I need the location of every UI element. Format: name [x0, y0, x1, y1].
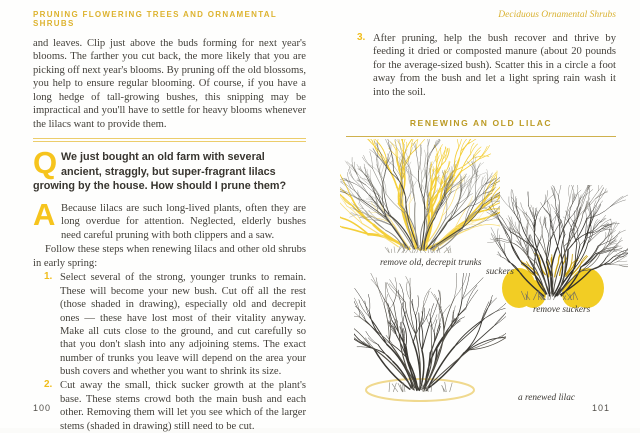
figure-title-rule [346, 113, 616, 137]
page-number-left: 100 [33, 403, 52, 413]
caption-remove-suckers: remove suckers [533, 305, 591, 316]
intro-paragraph: and leaves. Clip just above the buds forming for next year's blooms. The farther you cut back, the more likely that you are picking off next year's blooms. By pruning off the old blossoms, you help to ensure regular blooming. Of course, if you have a long hedge of tall-growing bushes, this snipping may be impractical and you'll have to settle for heavy blooms whenever the lilacs want to provide them. [33, 38, 306, 130]
steps-list-left [33, 271, 306, 433]
question-dropcap: Q [33, 145, 58, 181]
label-suckers: suckers [486, 267, 514, 278]
question-text: We just bought an old farm with several ancient, straggly, but super-fragrant lilacs growing by the house. How should I prune them? [33, 151, 287, 193]
answer-dropcap: A [33, 196, 56, 232]
section-divider [33, 138, 306, 142]
step-2 [33, 379, 306, 433]
step-2-text: Cut away the small, thick sucker growth at the plant's base. These stems crowd both the main bush and each other. Removing them will let you see which of the larger stems (shaded in drawing) still need to be cut. [60, 380, 306, 432]
old-lilac-illustration [340, 139, 500, 261]
steps-list-right [346, 32, 616, 99]
renewed-lilac-illustration [354, 273, 506, 405]
step-1-text: Select several of the strong, younger trunks to remain. These will become your new bush. Cut off all the rest (those shaded in drawing), especially old and decrepit ones — these have lost most of their vitality anyway. Make all cuts close to the ground, and cut carefully so that you don't slash into any adjoining stems. The exact number of trunks you leave will depend on the area your bush covers and whether you want to shrink its size. [60, 272, 306, 378]
step-3-text: After pruning, help the bush recover and thrive by feeding it dried or composted manure (about 20 pounds for the average-sized bush). Scatter this in a circle a foot away from the bush and let a light spring rain wash it into the soil. [373, 33, 616, 98]
answer-follow-paragraph: Follow these steps when renewing lilacs and other old shrubs in early spring: [33, 244, 306, 269]
page-right [320, 0, 640, 428]
step-3-number: 3. [357, 32, 366, 43]
step-1-number: 1. [44, 271, 53, 283]
running-head-right: Deciduous Ornamental Shrubs [498, 10, 616, 20]
caption-renewed-lilac: a renewed lilac [518, 393, 575, 404]
caption-remove-trunks: remove old, decrepit trunks [380, 258, 482, 269]
step-3 [346, 32, 616, 99]
lilac-figure [346, 139, 622, 405]
figure-title: RENEWING AN OLD LILAC [409, 118, 553, 129]
running-head-left: PRUNING FLOWERING TREES AND ORNAMENTAL SHRUBS [33, 10, 277, 28]
answer-block [33, 196, 306, 242]
page-number-right: 101 [591, 403, 610, 413]
question-block [33, 145, 306, 194]
step-1 [33, 271, 306, 379]
step-2-number: 2. [44, 379, 53, 391]
page-left [0, 0, 320, 432]
answer-paragraph: Because lilacs are such long-lived plants, often they are long overdue for attention. Neglected, elderly bushes need careful pruning with both clippers and a saw. [61, 202, 306, 241]
